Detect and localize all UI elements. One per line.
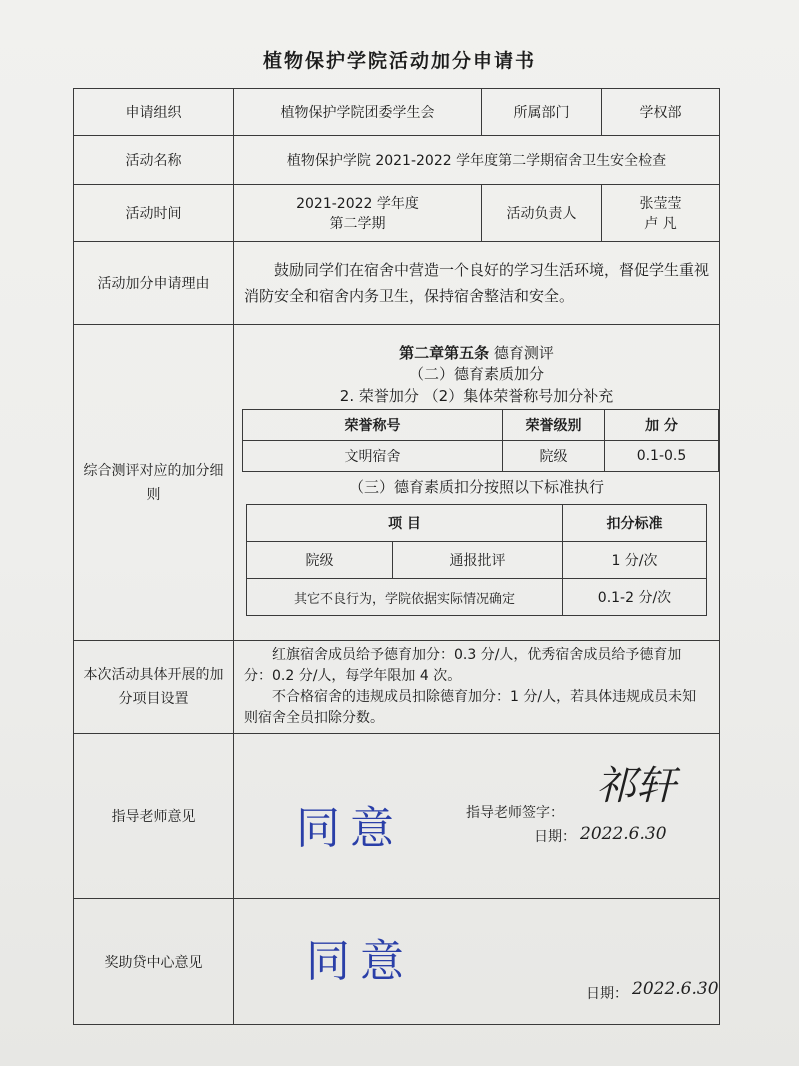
rules-heading-rest: 德育测评 [489,344,554,362]
rules-sub2: 2. 荣誉加分 （2）集体荣誉称号加分补充 [339,387,614,405]
deduct-row [247,579,707,616]
time-value [234,185,482,242]
rules-heading [242,343,711,363]
rules-sub1: （二）德育素质加分 [408,365,544,383]
teacher-row [74,734,720,899]
honor-table [242,409,719,472]
dept-label: 所属部门 [482,89,602,136]
dept-value: 学权部 [602,89,720,136]
teacher-date-label: 日期： [534,829,576,845]
honor-header-row [243,410,719,441]
activity-label: 活动名称 [74,136,234,185]
items-label: 本次活动具体开展的加分项目设置 [74,641,234,734]
document-title: 植物保护学院活动加分申请书 [262,50,536,72]
teacher-sign-label: 指导老师签字： [466,805,564,821]
center-cell [234,899,720,1025]
center-date-value: 2022.6.30 [632,979,719,999]
deduct-cell: 1 分/次 [563,542,707,579]
items-content [234,641,719,733]
activity-value: 植物保护学院 2021-2022 学年度第二学期宿舍卫生安全检查 [234,136,720,185]
honor-cell: 0.1-0.5 [605,441,719,472]
rules-heading-bold: 第二章第五条 [399,344,490,362]
honor-row [243,441,719,472]
time-label: 活动时间 [74,185,234,242]
org-row [74,89,720,136]
items-cell [234,641,720,734]
honor-header-cell: 荣誉称号 [243,410,503,441]
application-form [73,88,720,1025]
deduct-cell: 0.1-2 分/次 [563,579,707,616]
teacher-cell [234,734,720,899]
deduct-header-cell: 项 目 [247,505,563,542]
rules-sub3: （三）德育素质扣分按照以下标准执行 [348,478,604,496]
time-row [74,185,720,242]
leader-1: 张莹莹 [639,196,682,212]
items-row [74,641,720,734]
honor-header-cell: 加 分 [605,410,719,441]
deduct-table [246,504,707,616]
teacher-signature: 祁轩 [596,763,676,809]
reason-text: 鼓励同学们在宿舍中营造一个良好的学习生活环境，督促学生重视消防安全和宿舍内务卫生，保持宿舍整洁和安全。 [244,261,710,305]
rules-cell [234,325,720,641]
deduct-row [247,542,707,579]
deduct-cell: 通报批评 [393,542,563,579]
honor-cell: 文明宿舍 [243,441,503,472]
honor-cell: 院级 [503,441,605,472]
time-line-2: 第二学期 [329,216,386,232]
deduct-header-cell: 扣分标准 [563,505,707,542]
org-value: 植物保护学院团委学生会 [234,89,482,136]
honor-header-cell: 荣誉级别 [503,410,605,441]
teacher-label: 指导老师意见 [74,734,234,899]
items-paragraph-1: 红旗宿舍成员给予德育加分：0.3 分/人，优秀宿舍成员给予德育加分：0.2 分/人，每学年限加 4 次。 [244,647,682,684]
reason-cell [234,242,720,325]
org-label: 申请组织 [74,89,234,136]
leader-value [602,185,720,242]
teacher-date-value: 2022.6.30 [580,824,667,844]
center-approval-stamp: 同意 [306,936,414,987]
deduct-cell: 院级 [247,542,393,579]
rules-content [234,339,719,626]
items-paragraph-2: 不合格宿舍的违规成员扣除德育加分：1 分/人，若具体违规成员未知则宿舍全员扣除分数。 [244,689,697,726]
time-line-1: 2021-2022 学年度 [296,196,419,212]
deduct-cell: 其它不良行为，学院依据实际情况确定 [247,579,563,616]
activity-row [74,136,720,185]
leader-label: 活动负责人 [482,185,602,242]
deduct-header-row [247,505,707,542]
leader-2: 卢 凡 [644,216,677,232]
reason-row [74,242,720,325]
rules-row [74,325,720,641]
center-date-label: 日期： [586,986,628,1002]
reason-label: 活动加分申请理由 [74,242,234,325]
rules-label: 综合测评对应的加分细则 [74,325,234,641]
center-row [74,899,720,1025]
teacher-approval-stamp: 同意 [296,803,404,854]
center-label: 奖助贷中心意见 [74,899,234,1025]
